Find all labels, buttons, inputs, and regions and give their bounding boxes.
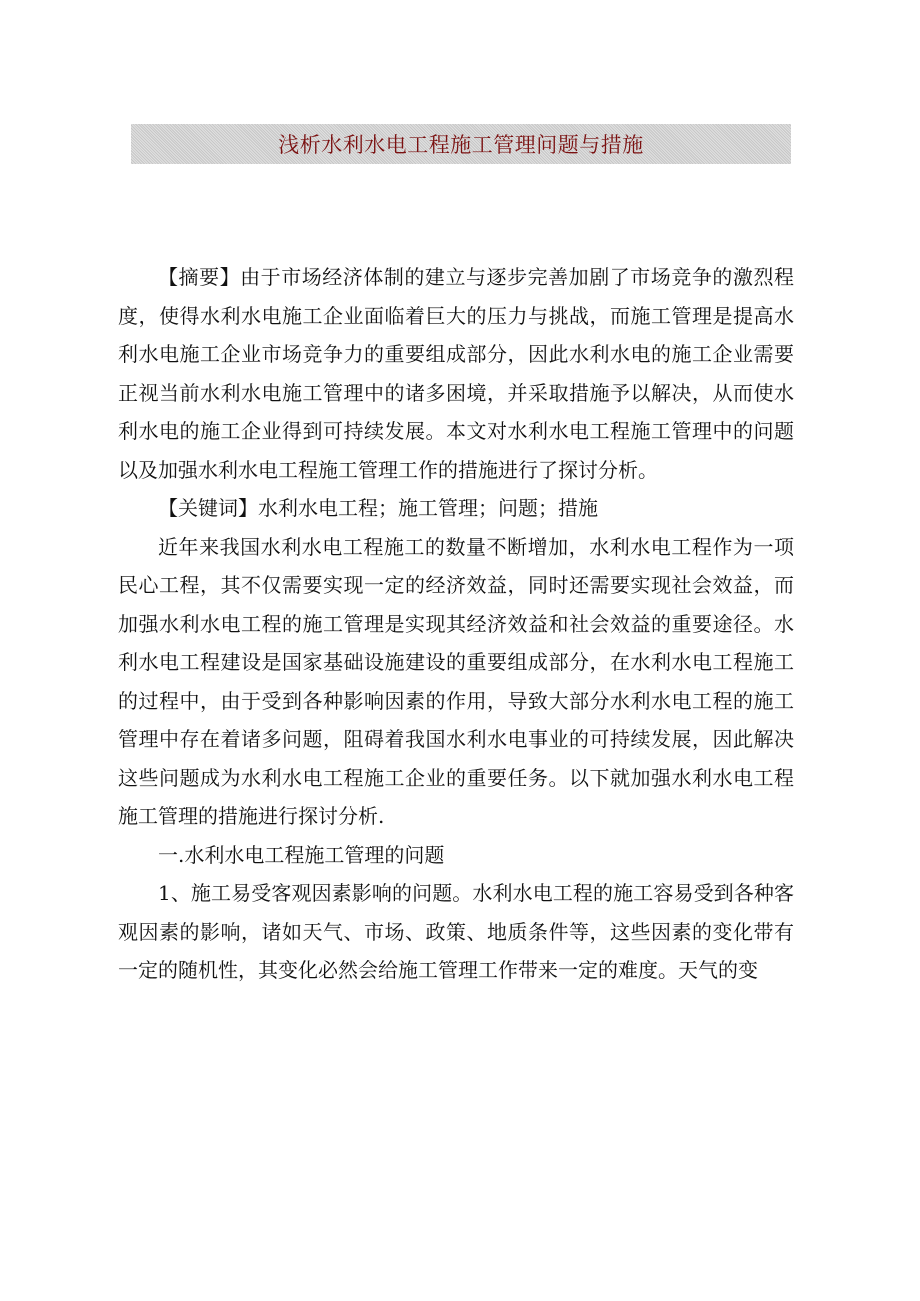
keywords-line: 【关键词】水利水电工程；施工管理；问题；措施 [158, 496, 598, 520]
title-banner [131, 124, 791, 164]
intro-paragraph: 近年来我国水利水电工程施工的数量不断增加，水利水电工程作为一项民心工程，其不仅需要实现一定的经济效益，同时还需要实现社会效益，而加强水利水电工程的施工管理是实现其经济效益和社会效益的重要途径。水利水电工程建设是国家基础设施建设的重要组成部分，在水利水电工程施工的过程中，由于受到各种影响因素的作用，导致大部分水利水电工程的施工管理中存在着诸多问题，阻碍着我国水利水电事业的可持续发展，因此解决这些问题成为水利水电工程施工企业的重要任务。以下就加强水利水电工程施工管理的措施进行探讨分析. [118, 534, 794, 828]
section-heading: 一.水利水电工程施工管理的问题 [158, 842, 445, 867]
section-paragraph: 1、施工易受客观因素影响的问题。水利水电工程的施工容易受到各种客观因素的影响，诸如天气、市场、政策、地质条件等，这些因素的变化带有一定的随机性，其变化必然会给施工管理工作带来一定的难度。天气的变 [118, 881, 794, 982]
document-body [118, 258, 794, 990]
abstract-paragraph: 【摘要】由于市场经济体制的建立与逐步完善加剧了市场竞争的激烈程度，使得水利水电施工企业面临着巨大的压力与挑战，而施工管理是提高水利水电施工企业市场竞争力的重要组成部分，因此水利水电的施工企业需要正视当前水利水电施工管理中的诸多困境，并采取措施予以解决，从而使水利水电的施工企业得到可持续发展。本文对水利水电工程施工管理中的问题以及加强水利水电工程施工管理工作的措施进行了探讨分析。 [118, 265, 794, 482]
document-title: 浅析水利水电工程施工管理问题与措施 [278, 133, 644, 157]
